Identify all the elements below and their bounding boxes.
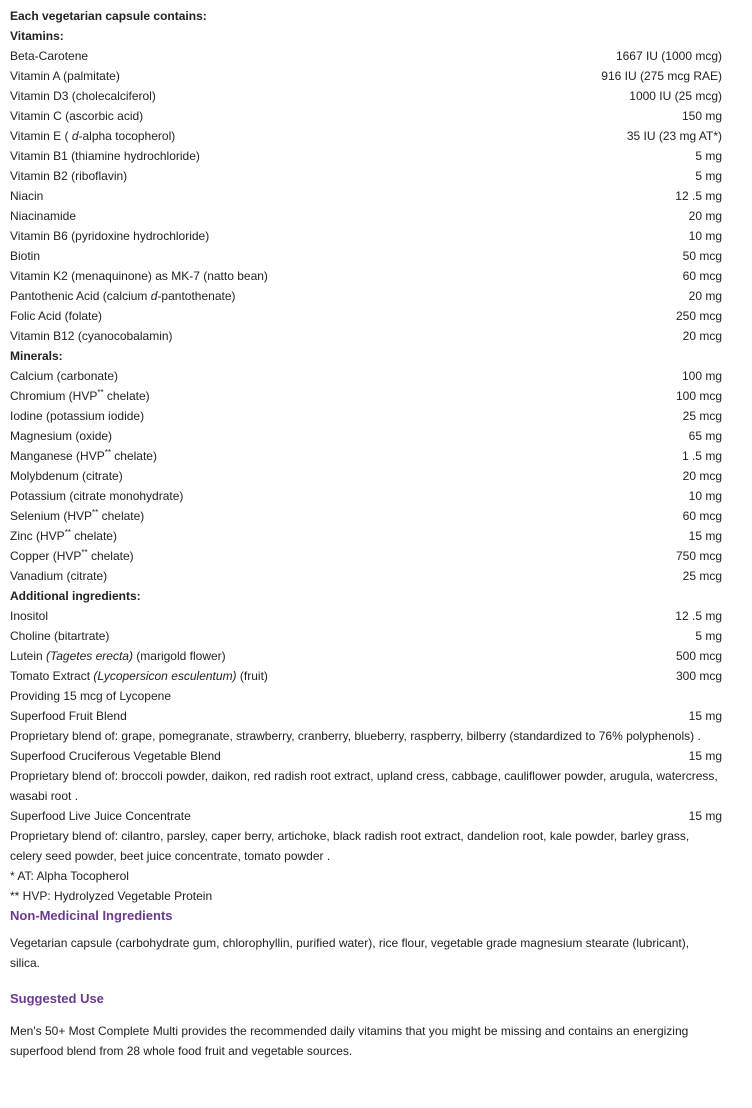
ingredient-amount: 15 mg — [688, 529, 722, 543]
ingredient-amount: 15 mg — [688, 709, 722, 723]
ingredient-amount: 20 mcg — [682, 329, 722, 343]
ingredient-amount: 916 IU (275 mcg RAE) — [601, 69, 722, 83]
ingredient-amount: 1 .5 mg — [681, 449, 722, 463]
vegetable-blend-description: Proprietary blend of: broccoli powder, daikon, red radish root extract, upland cress, cabbage, cauliflower powder, arugula, watercress, wasabi root . — [10, 769, 718, 803]
ingredient-amount: 65 mg — [688, 429, 722, 443]
ingredient-row — [10, 386, 722, 406]
ingredient-name: Niacinamide — [10, 209, 77, 223]
ingredient-name: Vitamin D3 (cholecalciferol) — [10, 89, 156, 103]
ingredient-amount: 60 mcg — [682, 269, 722, 283]
ingredient-row-juice-concentrate — [10, 806, 722, 826]
ingredient-name: Niacin — [10, 189, 44, 203]
ingredient-name: Manganese (HVP** chelate) — [10, 448, 157, 463]
ingredient-name: Vanadium (citrate) — [10, 569, 108, 583]
ingredient-row-vegetable-blend — [10, 746, 722, 766]
ingredient-amount: 20 mg — [688, 289, 722, 303]
ingredient-row-inositol — [10, 606, 722, 626]
ingredient-name: Superfood Live Juice Concentrate — [10, 809, 191, 823]
ingredient-name: Magnesium (oxide) — [10, 429, 113, 443]
non-medicinal-title: Non-Medicinal Ingredients — [10, 908, 173, 923]
ingredient-name: Iodine (potassium iodide) — [10, 409, 145, 423]
ingredient-name: Lutein (Tagetes erecta) (marigold flower) — [10, 649, 226, 663]
ingredient-row — [10, 426, 722, 446]
ingredient-amount: 12 .5 mg — [675, 609, 722, 623]
ingredient-amount: 15 mg — [688, 749, 722, 763]
lycopene-note: Providing 15 mcg of Lycopene — [10, 689, 171, 703]
ingredient-row — [10, 186, 722, 206]
ingredient-name: Inositol — [10, 609, 49, 623]
ingredient-name: Molybdenum (citrate) — [10, 469, 123, 483]
ingredient-row — [10, 486, 722, 506]
ingredient-name: Vitamin B1 (thiamine hydrochloride) — [10, 149, 200, 163]
juice-concentrate-description: Proprietary blend of: cilantro, parsley, caper berry, artichoke, black radish root extract, dandelion root, kale powder, barley grass, celery seed powder, beet juice concentrate, tomato powder . — [10, 829, 690, 863]
ingredient-amount: 100 mg — [681, 369, 722, 383]
ingredient-amount: 1667 IU (1000 mcg) — [615, 49, 722, 63]
ingredient-row — [10, 86, 722, 106]
ingredient-name: Folic Acid (folate) — [10, 309, 103, 323]
ingredient-name: Superfood Fruit Blend — [10, 709, 127, 723]
ingredient-row — [10, 286, 722, 306]
ingredient-name: Vitamin E ( d-alpha tocopherol) — [10, 129, 176, 143]
ingredient-row — [10, 266, 722, 286]
ingredient-amount: 35 IU (23 mg AT*) — [626, 129, 722, 143]
suggested-use-title: Suggested Use — [10, 991, 104, 1006]
ingredient-row — [10, 146, 722, 166]
ingredient-row — [10, 366, 722, 386]
footnote-alpha-tocopherol: * AT: Alpha Tocopherol — [10, 869, 129, 883]
ingredient-amount: 20 mg — [688, 209, 722, 223]
ingredient-row — [10, 246, 722, 266]
fruit-blend-description: Proprietary blend of: grape, pomegranate, strawberry, cranberry, blueberry, raspberry, bilberry (standardized to 76% polyphenols) . — [10, 729, 701, 743]
ingredient-amount: 10 mg — [688, 229, 722, 243]
ingredient-amount: 12 .5 mg — [675, 189, 722, 203]
ingredient-row — [10, 126, 722, 146]
additional-list — [10, 606, 722, 906]
ingredient-row-lutein — [10, 646, 722, 666]
ingredient-row-fruit-blend — [10, 706, 722, 726]
ingredient-name: Biotin — [10, 249, 41, 263]
ingredient-row — [10, 166, 722, 186]
ingredient-name: Vitamin B6 (pyridoxine hydrochloride) — [10, 229, 210, 243]
ingredient-row — [10, 406, 722, 426]
intro-heading: Each vegetarian capsule contains: — [10, 9, 207, 23]
ingredient-amount: 25 mcg — [682, 409, 722, 423]
ingredient-amount: 300 mcg — [675, 669, 722, 683]
ingredient-name: Tomato Extract (Lycopersicon esculentum) (fruit) — [10, 669, 268, 683]
ingredient-name: Zinc (HVP** chelate) — [10, 528, 117, 543]
ingredient-amount: 5 mg — [695, 149, 722, 163]
ingredient-amount: 100 mcg — [675, 389, 722, 403]
ingredient-amount: 60 mcg — [682, 509, 722, 523]
ingredient-row — [10, 566, 722, 586]
footnote-hvp: ** HVP: Hydrolyzed Vegetable Protein — [10, 889, 213, 903]
ingredient-name: Pantothenic Acid (calcium d-pantothenate) — [10, 289, 236, 303]
ingredient-name: Vitamin C (ascorbic acid) — [10, 109, 144, 123]
vitamins-list — [10, 46, 722, 346]
ingredient-name: Superfood Cruciferous Vegetable Blend — [10, 749, 221, 763]
ingredient-row — [10, 66, 722, 86]
ingredient-name: Vitamin K2 (menaquinone) as MK-7 (natto bean) — [10, 269, 268, 283]
ingredient-amount: 15 mg — [688, 809, 722, 823]
ingredient-amount: 1000 IU (25 mcg) — [629, 89, 722, 103]
ingredient-row — [10, 226, 722, 246]
ingredient-row-tomato-extract — [10, 666, 722, 686]
ingredient-name: Chromium (HVP** chelate) — [10, 388, 150, 403]
ingredient-row — [10, 326, 722, 346]
ingredient-row — [10, 46, 722, 66]
ingredient-row — [10, 446, 722, 466]
non-medicinal-text: Vegetarian capsule (carbohydrate gum, chlorophyllin, purified water), rice flour, vegetable grade magnesium stearate (lubricant), silica. — [10, 936, 690, 970]
ingredient-amount: 10 mg — [688, 489, 722, 503]
ingredient-name: Beta-Carotene — [10, 49, 89, 63]
ingredient-row — [10, 466, 722, 486]
ingredient-row — [10, 546, 722, 566]
ingredient-row — [10, 206, 722, 226]
ingredient-amount: 25 mcg — [682, 569, 722, 583]
additional-heading: Additional ingredients: — [10, 589, 141, 603]
vitamins-heading: Vitamins: — [10, 29, 64, 43]
ingredient-name: Calcium (carbonate) — [10, 369, 119, 383]
ingredient-name: Selenium (HVP** chelate) — [10, 508, 145, 523]
ingredient-amount: 250 mcg — [675, 309, 722, 323]
ingredient-row-choline — [10, 626, 722, 646]
ingredient-name: Copper (HVP** chelate) — [10, 548, 134, 563]
ingredient-row — [10, 506, 722, 526]
ingredient-name: Vitamin A (palmitate) — [10, 69, 120, 83]
ingredient-name: Choline (bitartrate) — [10, 629, 110, 643]
ingredient-amount: 20 mcg — [682, 469, 722, 483]
suggested-use-text: Men's 50+ Most Complete Multi provides the recommended daily vitamins that you might be missing and contains an energizing superfood blend from 28 whole food fruit and vegetable sources. — [10, 1024, 689, 1058]
ingredient-row — [10, 106, 722, 126]
ingredient-amount: 50 mcg — [682, 249, 722, 263]
ingredient-row — [10, 526, 722, 546]
ingredient-row — [10, 306, 722, 326]
ingredient-amount: 500 mcg — [675, 649, 722, 663]
ingredient-amount: 5 mg — [695, 629, 722, 643]
ingredient-name: Vitamin B2 (riboflavin) — [10, 169, 128, 183]
ingredient-amount: 5 mg — [695, 169, 722, 183]
minerals-list — [10, 366, 722, 586]
ingredient-amount: 150 mg — [681, 109, 722, 123]
ingredient-amount: 750 mcg — [675, 549, 722, 563]
ingredient-name: Vitamin B12 (cyanocobalamin) — [10, 329, 173, 343]
ingredient-name: Potassium (citrate monohydrate) — [10, 489, 184, 503]
minerals-heading: Minerals: — [10, 349, 63, 363]
